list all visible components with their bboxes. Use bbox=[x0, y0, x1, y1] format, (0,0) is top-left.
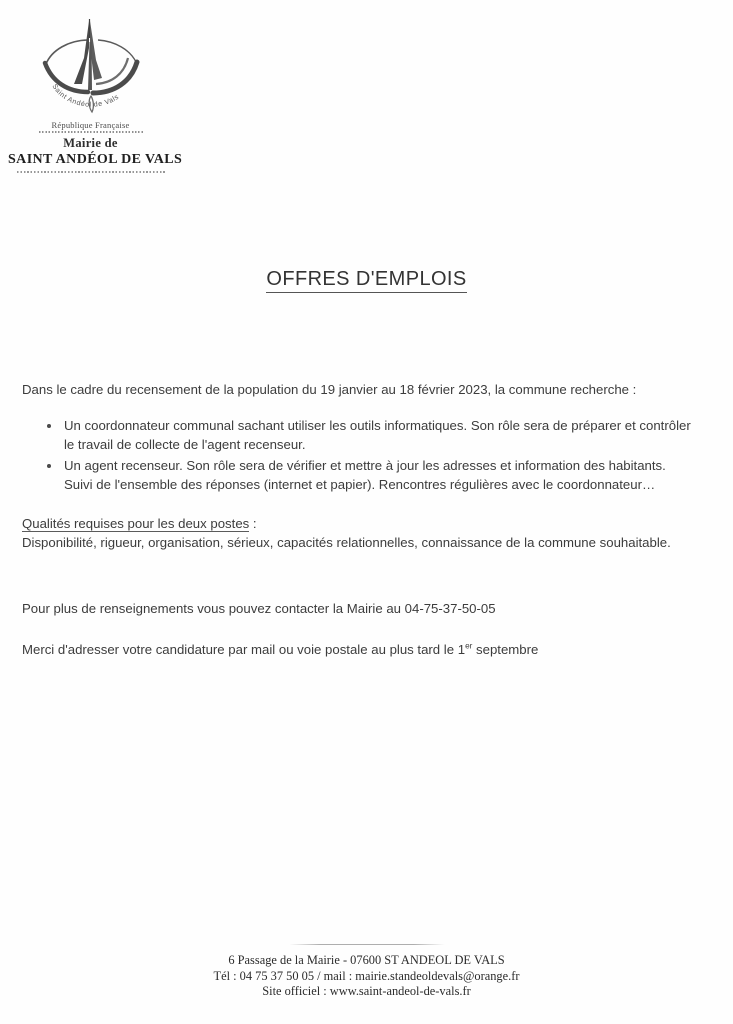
contact-phone-paragraph: Pour plus de renseignements vous pouvez contacter la Mairie au 04-75-37-50-05 bbox=[22, 600, 496, 616]
page-title-text: OFFRES D'EMPLOIS bbox=[266, 268, 466, 293]
application-text-before: Merci d'adresser votre candidature par mail ou voie postale au plus tard le 1 bbox=[22, 642, 466, 657]
list-item: Un coordonnateur communal sachant utiliser les outils informatiques. Son rôle sera de préparer et contrôler le travail de collecte de l'agent recenseur. bbox=[22, 416, 698, 455]
application-text-after: septembre bbox=[472, 642, 539, 657]
footer-address: 6 Passage de la Mairie - 07600 ST ANDEOL DE VALS bbox=[228, 953, 505, 967]
letterhead-divider-bottom bbox=[17, 171, 165, 173]
letterhead-mairie-label: Mairie de bbox=[63, 136, 118, 150]
qualities-heading-underlined: Qualités requises pour les deux postes bbox=[22, 515, 250, 531]
footer-divider bbox=[289, 944, 445, 945]
intro-paragraph: Dans le cadre du recensement de la population du 19 janvier au 18 février 2023, la commune recherche : bbox=[22, 382, 637, 397]
qualities-heading-colon: : bbox=[249, 515, 257, 531]
svg-text:Saint Andéol de Vals: Saint Andéol de Vals bbox=[49, 83, 121, 109]
ordinal-suffix: er bbox=[465, 641, 473, 651]
footer-contact: Tél : 04 75 37 50 05 / mail : mairie.standeoldevals@orange.fr bbox=[213, 968, 520, 983]
church-spire-crest-icon bbox=[36, 18, 146, 118]
letterhead bbox=[8, 18, 183, 173]
document-body bbox=[22, 380, 698, 660]
application-deadline-paragraph bbox=[22, 640, 698, 660]
contact-section bbox=[22, 599, 698, 660]
letterhead-commune-name: SAINT ANDÉOL DE VALS bbox=[8, 152, 183, 167]
qualities-section bbox=[22, 514, 698, 553]
letterhead-republique: République Française bbox=[51, 120, 130, 130]
letterhead-divider-top bbox=[39, 131, 143, 133]
page-title bbox=[0, 268, 733, 291]
qualities-text: Disponibilité, rigueur, organisation, sérieux, capacités relationnelles, connaissance de la commune souhaitable. bbox=[22, 535, 671, 550]
footer-website: Site officiel : www.saint-andeol-de-vals.fr bbox=[262, 984, 471, 998]
qualities-heading bbox=[22, 514, 698, 534]
list-item: Un agent recenseur. Son rôle sera de vérifier et mettre à jour les adresses et information des habitants. Suivi de l'ensemble des réponses (internet et papier). Rencontres régulières avec le coordonnateur… bbox=[22, 456, 698, 495]
page-footer bbox=[0, 944, 733, 1000]
job-list bbox=[22, 416, 698, 495]
